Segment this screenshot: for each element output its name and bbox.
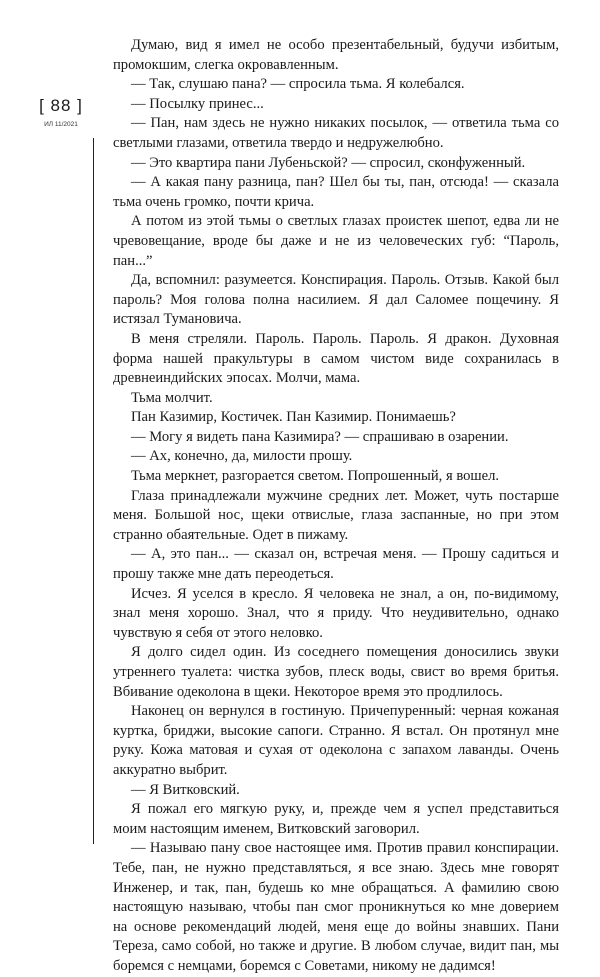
paragraph: — Это квартира пани Лубеньской? — спросил, сконфуженный. (131, 154, 526, 171)
paragraph: В меня стреляли. Пароль. Пароль. Пароль. Я дракон. Духовная форма нашей пракультуры в самом чистом виде сохранилась в древнеиндийских эпосах. Молчи, мама. (113, 330, 559, 387)
paragraph: — Ах, конечно, да, милости прошу. (131, 448, 353, 465)
paragraph: — Могу я видеть пана Казимира? — спрашиваю в озарении. (131, 428, 509, 445)
paragraph: — Пан, нам здесь не нужно никаких посылок, — ответила тьма со светлыми глазами, ответила твердо и недружелюбно. (113, 115, 559, 151)
paragraph: — Посылку принес... (131, 95, 264, 112)
paragraph: Тьма молчит. (131, 389, 213, 406)
paragraph: Я пожал его мягкую руку, и, прежде чем я успел представиться моим настоящим именем, Витковский заговорил. (113, 801, 559, 837)
paragraph: — А, это пан... — сказал он, встречая меня. — Прошу садиться и прошу также мне дать переодеться. (113, 546, 559, 583)
paragraph: Да, вспомнил: разумеется. Конспирация. Пароль. Отзыв. Какой был пароль? Моя голова полна насилием. Я дал Саломее пощечину. Я истязал Тумановича. (113, 272, 559, 328)
paragraph: — Называю пану свое настоящее имя. Против правил конспирации. Тебе, пан, не нужно представляться, я все знаю. Здесь мне говорят Инженер, и так, пан, будешь ко мне обращаться. А фамилию свою настоящую называю, чтобы пан смог проникнуться ко мне доверием на основе рекомендаций людей, меня еще до войны знавших. Пани Тереза, само собой, но также и другие. В любом случае, видит пан, мы боремся с немцами, боремся с Советами, никому не дадимся! (113, 840, 559, 974)
paragraph: — А какая пану разница, пан? Шел бы ты, пан, отсюда! — сказала тьма очень громко, почти крича. (113, 174, 559, 210)
page-number: [ 88 ] (39, 96, 83, 115)
paragraph: Думаю, вид я имел не особо презентабельный, будучи избитым, промокшим, слегка окровавленным. (113, 37, 559, 73)
paragraph: Тьма меркнет, разгорается светом. Попрошенный, я вошел. (131, 468, 500, 485)
margin-rule (93, 138, 94, 844)
issue-label: ИЛ 11/2021 (44, 121, 78, 128)
paragraph: — Я Витковский. (131, 781, 240, 798)
paragraph: Исчез. Я уселся в кресло. Я человека не знал, а он, по-видимому, знал меня хорошо. Знал, что я приду. Что неудивительно, однако чувствую я себя от этого неловко. (113, 585, 559, 641)
body-text (113, 36, 559, 977)
page-margin (0, 0, 110, 910)
paragraph: Наконец он вернулся в гостиную. Причепуренный: черная кожаная куртка, бриджи, высокие сапоги. Странно. Я встал. Он протянул мне руку. Кожа матовая и сухая от одеколона с запахом лаванды. Очень аккуратно выбрит. (113, 703, 559, 778)
paragraph: Пан Казимир, Костичек. Пан Казимир. Понимаешь? (131, 409, 456, 426)
paragraph: Я долго сидел один. Из соседнего помещения доносились звуки утреннего туалета: чистка зубов, плеск воды, свист во время бритья. Вбивание одеколона в щеки. Некоторое время это продлилось. (113, 644, 559, 700)
paragraph: Глаза принадлежали мужчине средних лет. Может, чуть постарше меня. Большой нос, щеки отвислые, глаза заспанные, но при этом странно обаятельные. Одет в пижаму. (113, 487, 559, 543)
paragraph: — Так, слушаю пана? — спросила тьма. Я колебался. (131, 76, 465, 93)
paragraph: А потом из этой тьмы о светлых глазах проистек шепот, едва ли не чревовещание, вроде бы даже и не из человеческих губ: “Пароль, пан...” (113, 213, 559, 269)
